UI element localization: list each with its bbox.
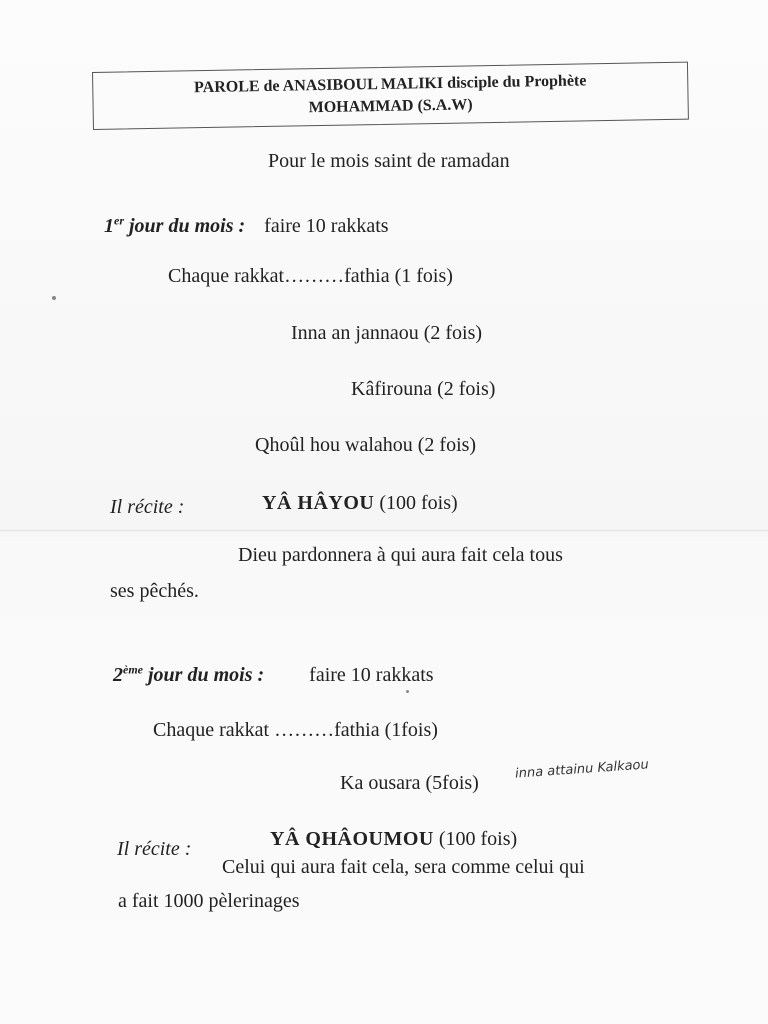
day2-label: jour du mois : xyxy=(148,663,265,686)
day1-line-2: Inna an jannaou (2 fois) xyxy=(291,322,483,344)
day2-heading xyxy=(113,662,434,687)
day2-result-line-2: a fait 1000 pèlerinages xyxy=(118,890,300,912)
day2-recite-name: YÂ QHÂOUMOU xyxy=(270,828,434,850)
day2-recite-count: (100 fois) xyxy=(438,828,518,850)
header-line-1: PAROLE de ANASIBOUL MALIKI disciple du Prophète xyxy=(193,72,587,97)
day1-recite-label: Il récite : xyxy=(110,496,185,518)
day1-recite xyxy=(262,492,458,515)
day1-recite-count: (100 fois) xyxy=(379,492,458,514)
header-box xyxy=(92,62,689,130)
day1-instruction: faire 10 rakkats xyxy=(264,214,389,237)
day1-ordinal: er xyxy=(114,213,124,227)
day2-line-2: Ka ousara (5fois) xyxy=(340,772,479,794)
day2-number: 2 xyxy=(113,663,123,686)
day2-recite-label: Il récite : xyxy=(117,838,192,860)
paper-speck xyxy=(406,690,409,693)
day1-line-3: Kâfirouna (2 fois) xyxy=(351,378,496,400)
day1-line-4: Qhoûl hou walahou (2 fois) xyxy=(255,434,477,456)
day2-recite xyxy=(270,828,517,851)
paper-fold-line xyxy=(0,530,768,531)
day1-result-line-1: Dieu pardonnera à qui aura fait cela tous xyxy=(238,544,563,566)
paper-speck xyxy=(52,296,56,300)
day1-heading xyxy=(104,213,389,238)
day2-line-1: Chaque rakkat ………fathia (1fois) xyxy=(153,719,438,741)
day1-result-line-2: ses pêchés. xyxy=(110,580,199,602)
day1-recite-name: YÂ HÂYOU xyxy=(262,492,375,514)
header-line-2: MOHAMMAD (S.A.W) xyxy=(308,96,473,117)
day1-number: 1 xyxy=(104,214,114,237)
handwritten-note: inna attainu Kalkaou xyxy=(514,757,650,782)
day1-label: jour du mois : xyxy=(129,214,246,237)
day2-ordinal: ème xyxy=(123,662,143,676)
day1-line-1: Chaque rakkat………fathia (1 fois) xyxy=(168,265,453,287)
day2-result-line-1: Celui qui aura fait cela, sera comme celui qui xyxy=(222,856,585,878)
subtitle: Pour le mois saint de ramadan xyxy=(268,150,510,172)
day2-instruction: faire 10 rakkats xyxy=(309,663,434,686)
